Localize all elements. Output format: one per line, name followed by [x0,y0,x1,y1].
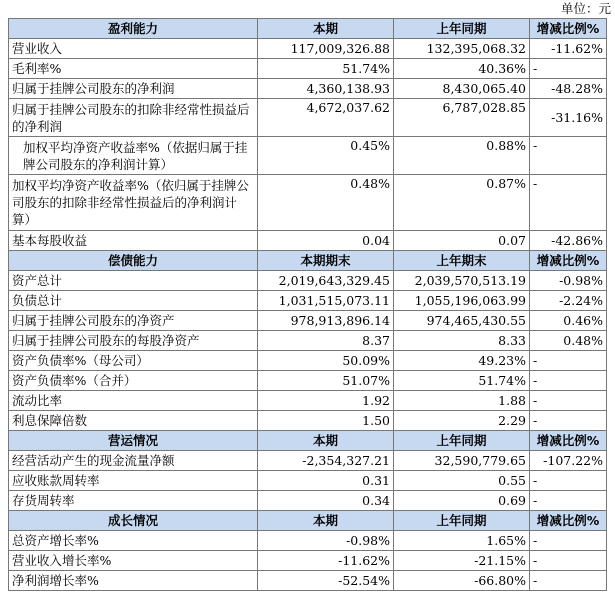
change-value: -48.28% [530,79,607,99]
table-row [9,451,607,471]
unit-label: 单位：元 [560,1,611,16]
table-row [9,231,607,251]
change-value: - [530,391,607,411]
row-label: 归属于挂牌公司股东的净利润 [9,79,258,99]
current-value: 51.74% [258,59,394,79]
header-label: 成长情况 [9,511,258,531]
current-value: 978,913,896.14 [258,311,394,331]
row-label: 资产负债率%（母公司） [9,351,258,371]
header-prior: 上年同期 [394,431,530,451]
change-value: 0.48% [530,331,607,351]
header-current: 本期 [258,19,394,39]
row-label: 归属于挂牌公司股东的净资产 [9,311,258,331]
section-header-profitability [9,19,607,39]
current-value: 8.37 [258,331,394,351]
row-label: 存货周转率 [9,491,258,511]
row-label: 加权平均净资产收益率%（依据归属于挂牌公司股东的净利润计算） [9,137,258,175]
header-label: 营运情况 [9,431,258,451]
table-row [9,411,607,431]
change-value: - [530,371,607,391]
table-row [9,351,607,371]
header-prior: 上年同期 [394,511,530,531]
table-row [9,99,607,137]
header-prior: 上年同期 [394,19,530,39]
prior-value: 0.87% [394,175,530,231]
row-label: 流动比率 [9,391,258,411]
prior-value: -21.15% [394,551,530,571]
row-label: 毛利率% [9,59,258,79]
change-value: - [530,571,607,591]
prior-value: 2.29 [394,411,530,431]
row-label: 基本每股收益 [9,231,258,251]
header-change: 增减比例% [530,251,607,271]
change-value: - [530,351,607,371]
table-row [9,531,607,551]
prior-value: 0.55 [394,471,530,491]
change-value: - [530,137,607,175]
change-value: 0.46% [530,311,607,331]
table-row [9,571,607,591]
current-value: 50.09% [258,351,394,371]
prior-value: 1.88 [394,391,530,411]
prior-value: 32,590,779.65 [394,451,530,471]
prior-value: 6,787,028.85 [394,99,530,137]
current-value: -11.62% [258,551,394,571]
table-row [9,175,607,231]
table-row [9,551,607,571]
prior-value: 974,465,430.55 [394,311,530,331]
change-value: -42.86% [530,231,607,251]
current-value: 4,360,138.93 [258,79,394,99]
table-row [9,491,607,511]
table-row [9,331,607,351]
current-value: -0.98% [258,531,394,551]
prior-value: 1.65% [394,531,530,551]
row-label: 营业收入 [9,39,258,59]
table-row [9,271,607,291]
financial-indicators-table [8,18,607,591]
change-value: - [530,175,607,231]
header-change: 增减比例% [530,511,607,531]
current-value: 1.92 [258,391,394,411]
prior-value: 51.74% [394,371,530,391]
change-value: -107.22% [530,451,607,471]
table-row [9,79,607,99]
row-label: 经营活动产生的现金流量净额 [9,451,258,471]
change-value: - [530,531,607,551]
current-value: 2,019,643,329.45 [258,271,394,291]
current-value: 0.31 [258,471,394,491]
header-current: 本期 [258,511,394,531]
current-value: 51.07% [258,371,394,391]
current-value: 1,031,515,073.11 [258,291,394,311]
row-label: 归属于挂牌公司股东的每股净资产 [9,331,258,351]
prior-value: 132,395,068.32 [394,39,530,59]
header-label: 盈利能力 [9,19,258,39]
table-row [9,471,607,491]
row-label: 归属于挂牌公司股东的扣除非经常性损益后的净利润 [9,99,258,137]
row-label: 加权平均净资产收益率%（依归属于挂牌公司股东的扣除非经常性损益后的净利润计算） [9,175,258,231]
current-value: 117,009,326.88 [258,39,394,59]
current-value: 0.45% [258,137,394,175]
prior-value: 0.88% [394,137,530,175]
section-header-operations [9,431,607,451]
change-value: -11.62% [530,39,607,59]
section-header-growth [9,511,607,531]
table-row [9,291,607,311]
table-row [9,371,607,391]
header-current: 本期期末 [258,251,394,271]
section-header-solvency [9,251,607,271]
prior-value: 40.36% [394,59,530,79]
header-change: 增减比例% [530,431,607,451]
prior-value: 8,430,065.40 [394,79,530,99]
row-label: 应收账款周转率 [9,471,258,491]
prior-value: 8.33 [394,331,530,351]
table-row [9,137,607,175]
change-value: - [530,59,607,79]
change-value: -2.24% [530,291,607,311]
change-value: - [530,491,607,511]
change-value: - [530,411,607,431]
header-change: 增减比例% [530,19,607,39]
row-label: 资产总计 [9,271,258,291]
prior-value: 1,055,196,063.99 [394,291,530,311]
change-value: - [530,551,607,571]
current-value: 4,672,037.62 [258,99,394,137]
header-prior: 上年期末 [394,251,530,271]
change-value: - [530,471,607,491]
row-label: 营业收入增长率% [9,551,258,571]
current-value: 0.34 [258,491,394,511]
prior-value: 0.07 [394,231,530,251]
table-row [9,39,607,59]
current-value: 1.50 [258,411,394,431]
current-value: -52.54% [258,571,394,591]
row-label: 负债总计 [9,291,258,311]
table-row [9,391,607,411]
row-label: 总资产增长率% [9,531,258,551]
prior-value: -66.80% [394,571,530,591]
change-value: -31.16% [530,99,607,137]
prior-value: 49.23% [394,351,530,371]
header-current: 本期 [258,431,394,451]
row-label: 资产负债率%（合并） [9,371,258,391]
prior-value: 0.69 [394,491,530,511]
table-row [9,59,607,79]
header-label: 偿债能力 [9,251,258,271]
current-value: 0.04 [258,231,394,251]
prior-value: 2,039,570,513.19 [394,271,530,291]
current-value: -2,354,327.21 [258,451,394,471]
change-value: -0.98% [530,271,607,291]
current-value: 0.48% [258,175,394,231]
row-label: 利息保障倍数 [9,411,258,431]
row-label: 净利润增长率% [9,571,258,591]
table-row [9,311,607,331]
